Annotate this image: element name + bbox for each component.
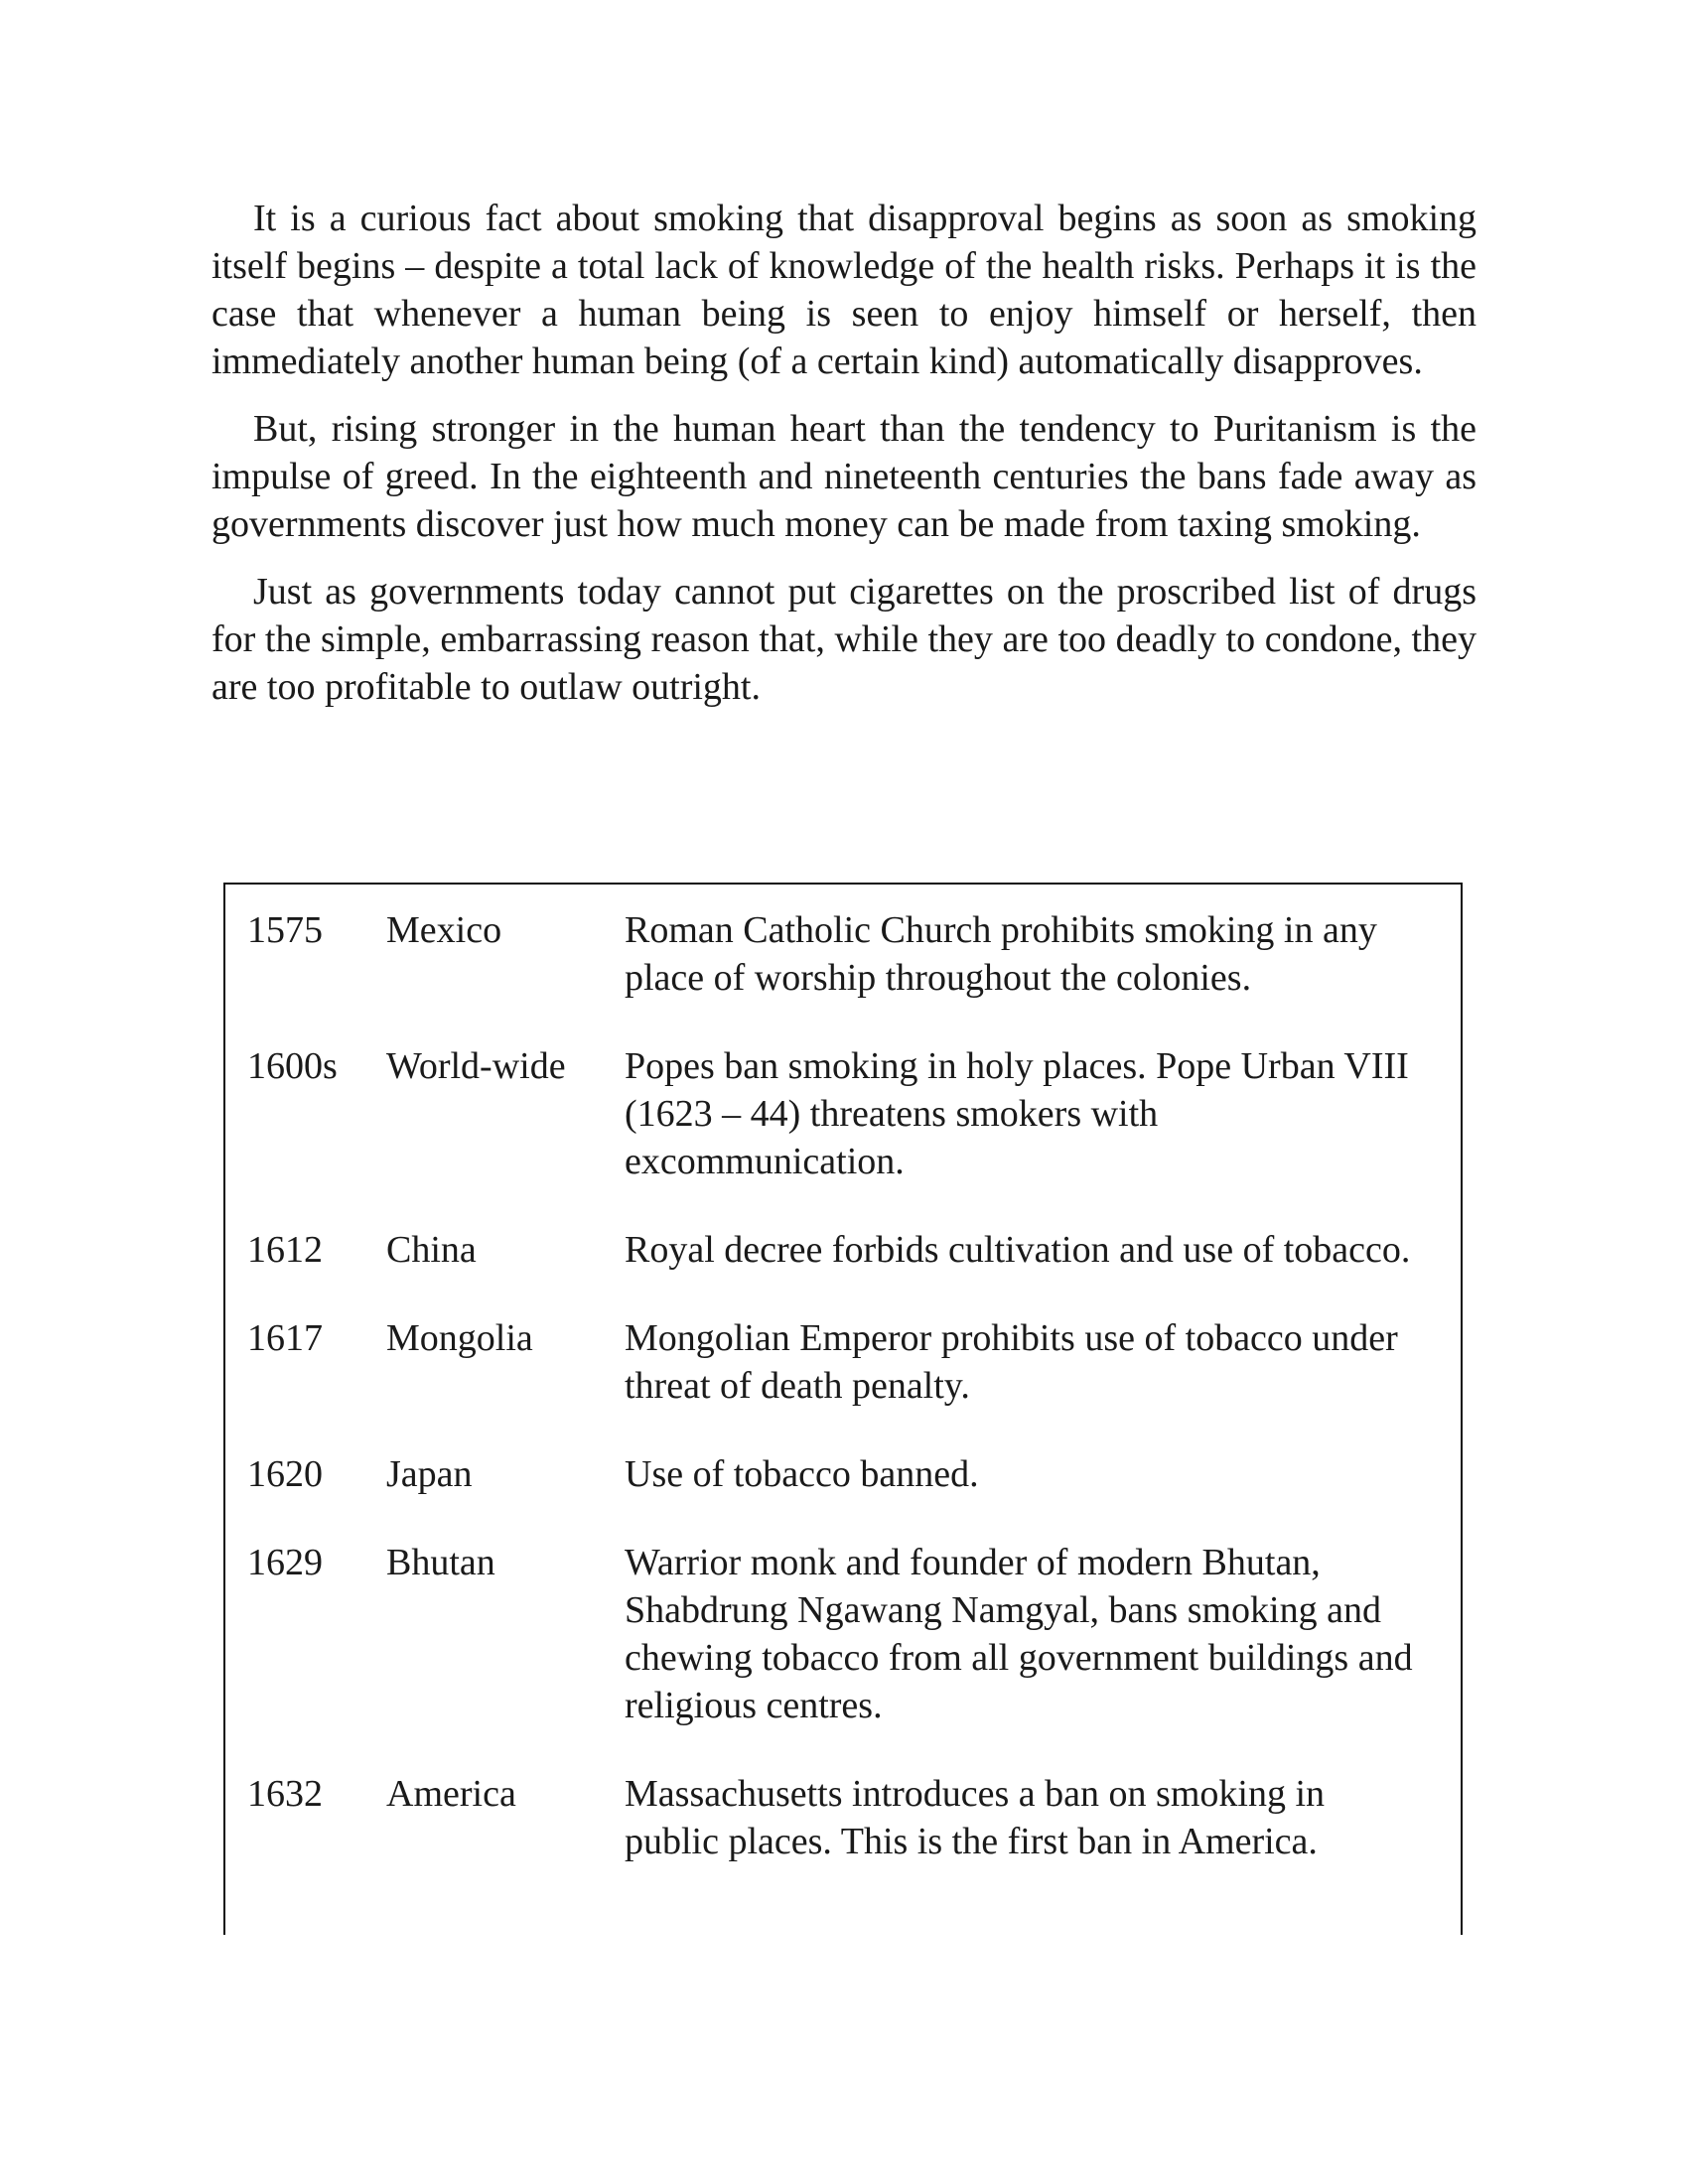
timeline-event: Use of tobacco banned. xyxy=(625,1453,979,1495)
timeline-row xyxy=(247,1042,1449,1185)
paragraph: But, rising stronger in the human heart than the tendency to Puritanism is the impulse of greed. In the eighteenth and nineteenth centuries the bans fade away as governments discover just how much money can be made from taxing smoking. xyxy=(211,408,1477,545)
timeline-year: 1612 xyxy=(247,1229,323,1271)
timeline-event: Roman Catholic Church prohibits smoking in any place of worship throughout the colonies. xyxy=(625,909,1377,999)
timeline-event: Mongolian Emperor prohibits use of tobacco under threat of death penalty. xyxy=(625,1317,1398,1407)
timeline-row xyxy=(247,1226,1449,1274)
timeline-place: America xyxy=(386,1773,516,1815)
timeline-year: 1575 xyxy=(247,909,323,951)
timeline-event: Massachusetts introduces a ban on smoking in public places. This is the first ban in America. xyxy=(625,1773,1326,1862)
timeline-row xyxy=(247,1314,1449,1410)
timeline-row xyxy=(247,1770,1449,1865)
timeline-row xyxy=(247,1450,1449,1498)
timeline-year: 1617 xyxy=(247,1317,323,1359)
timeline-place: World-wide xyxy=(386,1045,566,1087)
timeline-place: Bhutan xyxy=(386,1542,495,1583)
timeline-year: 1629 xyxy=(247,1542,323,1583)
timeline-year: 1632 xyxy=(247,1773,323,1815)
paragraph: Just as governments today cannot put cigarettes on the proscribed list of drugs for the simple, embarrassing reason that, while they are too deadly to condone, they are too profitable to outlaw outright. xyxy=(211,571,1477,708)
timeline-event: Warrior monk and founder of modern Bhutan, Shabdrung Ngawang Namgyal, bans smoking and chewing tobacco from all government buildings and religious centres. xyxy=(625,1542,1413,1726)
timeline-event: Royal decree forbids cultivation and use of tobacco. xyxy=(625,1229,1411,1271)
timeline-row xyxy=(247,906,1449,1002)
timeline-year: 1600s xyxy=(247,1045,338,1087)
timeline-event: Popes ban smoking in holy places. Pope Urban VIII (1623 – 44) threatens smokers with excommunication. xyxy=(625,1045,1409,1182)
timeline-place: Mexico xyxy=(386,909,502,951)
timeline-place: China xyxy=(386,1229,477,1271)
smoking-ban-timeline xyxy=(223,883,1463,1935)
timeline-table xyxy=(247,906,1449,1906)
timeline-row xyxy=(247,1539,1449,1729)
timeline-place: Mongolia xyxy=(386,1317,533,1359)
paragraph: It is a curious fact about smoking that disapproval begins as soon as smoking itself begins – despite a total lack of knowledge of the health risks. Perhaps it is the case that whenever a human being is seen to enjoy himself or herself, then immediately another human being (of a certain kind) automatically disapproves. xyxy=(211,198,1477,382)
timeline-place: Japan xyxy=(386,1453,473,1495)
timeline-year: 1620 xyxy=(247,1453,323,1495)
body-text xyxy=(211,195,1477,731)
